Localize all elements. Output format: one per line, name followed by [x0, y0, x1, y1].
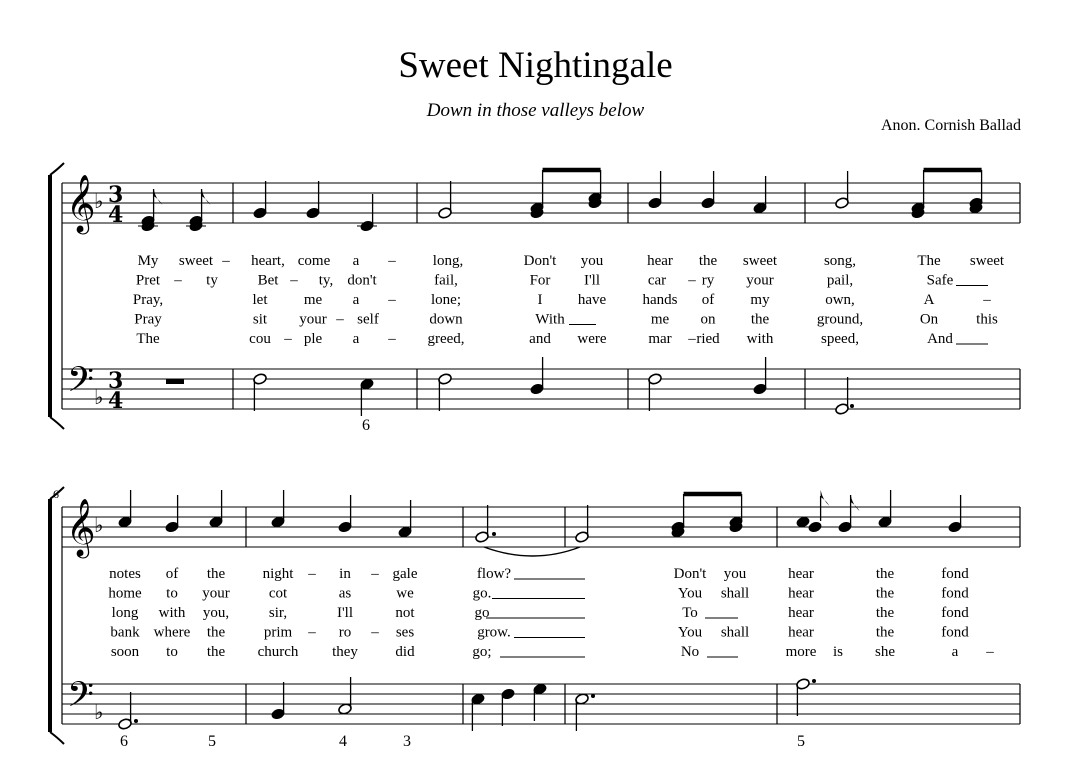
flag [821, 490, 830, 506]
lyric-syllable: long [111, 605, 139, 621]
lyric-syllable: hear [788, 605, 814, 621]
bracket-top [50, 163, 64, 175]
lyric-syllable: a [352, 292, 360, 308]
lyric-syllable: – [174, 272, 182, 289]
lyric-syllable: let [252, 292, 268, 308]
lyric-syllable: – [388, 292, 396, 308]
lyric-syllable: long, [432, 253, 464, 269]
time-signature-denominator: 4 [108, 388, 124, 414]
lyric-syllable: ried [696, 331, 720, 347]
lyric-syllable: you [580, 253, 604, 269]
lyric-syllable: – [222, 253, 230, 269]
lyric-syllable: To [682, 605, 698, 621]
lyric-syllable: – [983, 292, 991, 308]
lyric-syllable: ro [338, 624, 352, 641]
lyric-syllable: on [700, 311, 716, 328]
lyric-syllable: this [976, 311, 998, 328]
composer: Anon. Cornish Ballad [881, 117, 1021, 134]
lyric-syllable: grow. [477, 624, 511, 641]
lyric-syllable: sweet [969, 253, 1005, 269]
lyric-syllable: the [206, 566, 226, 582]
notehead [796, 516, 811, 529]
lyric-syllable: On [919, 311, 939, 328]
lyric-syllable: – [308, 566, 316, 582]
lyric-syllable: to [166, 585, 178, 602]
treble-clef-icon: 𝄞 [66, 174, 96, 232]
lyric-syllable: – [371, 566, 379, 582]
lyric-syllable: And [927, 331, 953, 347]
lyric-syllable: hear [647, 253, 673, 269]
lyric-syllable: go; [472, 644, 492, 660]
lyric-syllable: hear [788, 566, 814, 582]
lyric-syllable: I [537, 292, 543, 308]
lyric-syllable: pail, [826, 272, 854, 289]
lyric-syllable: come [297, 253, 331, 269]
lyric-syllable: sit [252, 311, 268, 328]
lyric-syllable: ple [303, 331, 323, 347]
lyric-syllable: your [299, 311, 327, 328]
lyric-syllable: – [688, 331, 696, 347]
figured-bass-number: 5 [208, 733, 216, 750]
lyric-syllable: I'll [583, 272, 601, 289]
lyric-syllable: soon [110, 644, 140, 660]
lyric-syllable: ty, [318, 272, 334, 289]
figured-bass-number: 4 [339, 733, 347, 750]
lyric-syllable: – [371, 624, 379, 641]
lyric-syllable: a [352, 253, 360, 269]
lyric-syllable: she [875, 644, 895, 660]
lyric-syllable: me [303, 292, 323, 308]
lyric-syllable: mar [648, 331, 672, 347]
treble-clef-icon: 𝄞 [66, 498, 96, 556]
lyric-syllable: The [917, 253, 941, 269]
lyric-syllable: ty [206, 272, 218, 289]
lyric-syllable: a [352, 331, 360, 347]
lyric-syllable: fond [941, 566, 969, 582]
lyric-syllable: hear [788, 624, 814, 641]
title: Sweet Nightingale [398, 45, 673, 86]
flag [851, 495, 860, 511]
whole-rest [166, 379, 184, 384]
lyric-syllable: Pray, [132, 292, 164, 308]
lyric-syllable: where [153, 624, 191, 641]
lyric-syllable: the [206, 624, 226, 641]
key-flat-icon: ♭ [94, 385, 104, 409]
key-flat-icon: ♭ [94, 189, 104, 213]
lyric-syllable: I'll [336, 605, 354, 621]
lyric-syllable: is [832, 644, 844, 660]
lyric-syllable: No [680, 644, 700, 660]
lyric-syllable: car [647, 272, 667, 289]
lyric-syllable: we [396, 585, 414, 602]
lyric-syllable: speed, [821, 331, 859, 347]
lyric-syllable: – [308, 624, 316, 641]
lyric-syllable: – [388, 331, 396, 347]
time-signature-numerator: 3 [108, 182, 124, 208]
lyric-syllable: shall [720, 624, 750, 641]
lyric-syllable: You [677, 585, 703, 602]
bracket-bottom [50, 732, 64, 744]
lyric-syllable: hands [642, 292, 678, 308]
lyric-syllable: hear [788, 585, 814, 602]
lyric-syllable: and [529, 331, 551, 347]
lyric-syllable: with [746, 331, 774, 347]
lyric-syllable: ground, [816, 311, 864, 328]
notehead [808, 521, 823, 534]
lyric-syllable: Don't [673, 566, 707, 582]
measure-number: 6 [53, 487, 59, 501]
lyric-syllable: greed, [427, 331, 465, 347]
lyric-syllable: own, [825, 292, 855, 308]
lyric-syllable: Pret [135, 272, 161, 289]
lyric-syllable: the [875, 605, 895, 621]
lyric-syllable: my [750, 292, 770, 308]
figured-bass-number: 5 [797, 733, 805, 750]
lyric-syllable: home [108, 585, 142, 602]
lyric-syllable: For [529, 272, 551, 289]
lyric-syllable: you, [202, 605, 230, 621]
lyric-syllable: the [875, 585, 895, 602]
lyric-syllable: Pray [134, 311, 162, 328]
lyric-syllable: cot [268, 585, 288, 602]
lyric-syllable: notes [109, 566, 141, 582]
lyric-syllable: self [357, 311, 379, 328]
lyric-syllable: have [577, 292, 607, 308]
lyric-syllable: heart, [251, 253, 285, 269]
lyric-syllable: A [923, 292, 935, 308]
lyric-syllable: shall [720, 585, 750, 602]
lyric-syllable: My [137, 253, 159, 269]
lyric-syllable: ses [395, 624, 415, 641]
lyric-syllable: more [785, 644, 817, 660]
lyric-syllable: they [332, 644, 358, 660]
bracket-bottom [50, 417, 64, 429]
lyric-syllable: the [875, 566, 895, 582]
subtitle: Down in those valleys below [426, 100, 645, 121]
figured-bass-number: 3 [403, 733, 411, 750]
lyric-syllable: prim [263, 624, 293, 641]
time-signature-denominator: 4 [108, 202, 124, 228]
lyric-syllable: song, [823, 253, 857, 269]
lyric-syllable: sweet [178, 253, 214, 269]
lyric-syllable: the [698, 253, 718, 269]
lyric-syllable: were [577, 331, 607, 347]
figured-bass-number: 6 [120, 733, 128, 750]
lyric-syllable: – [986, 644, 994, 660]
lyric-syllable: – [284, 331, 292, 347]
augmentation-dot [492, 532, 496, 536]
lyric-syllable: the [875, 624, 895, 641]
lyric-syllable: to [166, 644, 178, 660]
lyric-syllable: as [338, 585, 352, 602]
texts [53, 253, 1005, 750]
augmentation-dot [812, 679, 816, 683]
lyric-syllable: fail, [434, 272, 458, 289]
lyric-syllable: of [701, 292, 715, 308]
figured-bass-number: 6 [362, 417, 370, 434]
bass-clef-icon: 𝄢 [67, 359, 95, 408]
lyric-syllable: the [750, 311, 770, 328]
lyric-syllable: with [158, 605, 186, 621]
key-flat-icon: ♭ [94, 700, 104, 724]
lyric-syllable: did [395, 644, 415, 660]
lyric-syllable: lone; [431, 292, 461, 308]
lyric-syllable: – [688, 272, 696, 289]
lyric-syllable: of [165, 566, 179, 582]
tie [484, 547, 580, 556]
lyric-syllable: me [650, 311, 670, 328]
lyric-syllable: your [202, 585, 230, 602]
time-signature-numerator: 3 [108, 368, 124, 394]
lyric-syllable: With [535, 311, 565, 328]
lyric-syllable: Safe [926, 272, 954, 289]
lyric-syllable: gale [392, 566, 418, 582]
lyric-syllable: go. [472, 585, 492, 602]
lyric-syllable: don't [347, 272, 377, 289]
lyric-syllable: flow? [476, 566, 512, 582]
lyric-syllable: cou [249, 331, 271, 347]
lyric-syllable: go [474, 605, 490, 621]
lyric-syllable: Bet [257, 272, 279, 289]
lyric-syllable: you [723, 566, 747, 582]
lyric-syllable: bank [110, 624, 140, 641]
lyric-syllable: your [746, 272, 774, 289]
lyric-syllable: – [388, 253, 396, 269]
lyric-syllable: – [336, 311, 344, 328]
augmentation-dot [850, 404, 854, 408]
lyric-syllable: ry [701, 272, 715, 289]
lyric-syllable: fond [941, 624, 969, 641]
lyric-syllable: fond [941, 585, 969, 602]
lyric-syllable: night [262, 566, 294, 582]
lyric-syllable: Don't [523, 253, 557, 269]
augmentation-dot [591, 694, 595, 698]
lyric-syllable: sweet [742, 253, 778, 269]
lyric-syllable: fond [941, 605, 969, 621]
lyric-syllable: You [677, 624, 703, 641]
bass-clef-icon: 𝄢 [67, 674, 95, 723]
lyric-syllable: a [951, 644, 959, 660]
lyric-syllable: the [206, 644, 226, 660]
lyric-syllable: – [290, 272, 298, 289]
lyric-syllable: down [429, 311, 463, 328]
lyric-syllable: The [136, 331, 160, 347]
lyric-syllable: not [395, 605, 415, 621]
lyric-syllable: sir, [268, 605, 288, 621]
lyric-syllable: in [339, 566, 351, 582]
key-flat-icon: ♭ [94, 513, 104, 537]
augmentation-dot [134, 719, 138, 723]
lyric-syllable: church [257, 644, 299, 660]
